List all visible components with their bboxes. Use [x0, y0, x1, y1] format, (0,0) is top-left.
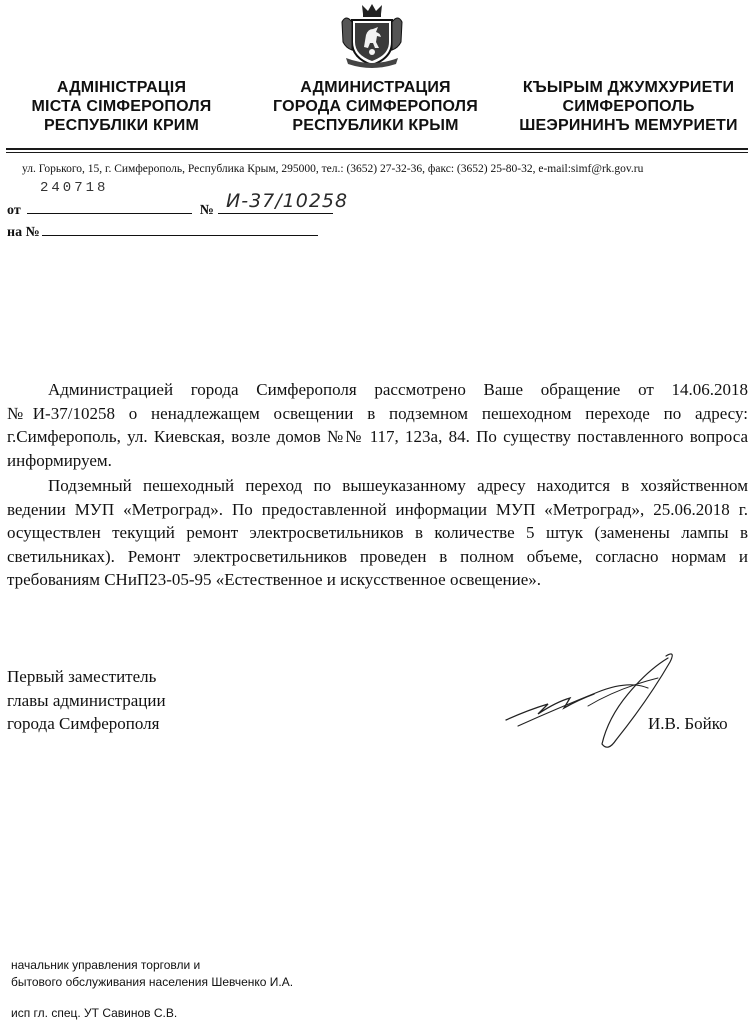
header-divider-thin — [6, 152, 748, 153]
position-line: Первый заместитель — [7, 667, 157, 686]
header-crimean-tatar — [511, 78, 746, 135]
paragraph-text: Подземный пешеходный переход по вышеуказанному адресу находится в хозяйственном ведении МУП «Метроград». По предоставленной информации МУП «Метроград», 25.06.2018 г. осуществлен текущий ремонт электросветильников в количестве 5 штук (заменены лампы в светильниках). Ремонт электросветильников проведен в полном объеме, согласно нормам и требованиям СНиП23-05-95 «Естественное и искусственное освещение». — [7, 476, 748, 590]
header-ru-line: ГОРОДА СИМФЕРОПОЛЯ — [273, 98, 478, 115]
from-label: от — [7, 203, 21, 218]
header-ct-line: КЪЫРЫМ ДЖУМХУРИЕТИ — [522, 79, 735, 96]
number-sign: № — [199, 203, 214, 218]
executor-line: бытового обслуживания населения Шевченко И.А. — [11, 975, 294, 989]
reference-label: на № — [7, 225, 40, 240]
header-ru-line: АДМИНИСТРАЦИЯ — [300, 79, 451, 96]
header-ct-line: ШЕЭРИНИНЪ МЕМУРИЕТИ — [519, 117, 738, 134]
handwritten-outgoing-number: И-37/10258 — [226, 190, 349, 212]
header-divider — [6, 148, 748, 150]
prepared-by: исп гл. спец. УТ Савинов С.В. — [11, 1006, 178, 1020]
header-ukrainian — [4, 78, 239, 135]
header-ct-line: СИМФЕРОПОЛЬ — [562, 98, 695, 115]
date-blank — [27, 201, 192, 214]
signatory-position — [7, 665, 166, 736]
reference-blank — [42, 223, 318, 236]
coat-of-arms-icon — [340, 2, 404, 68]
contact-address: ул. Горького, 15, г. Симферополь, Республика Крым, 295000, тел.: (3652) 27-32-36, факс: (3652) 25-80-32, e-mail:simf@rk.gov.ru — [22, 163, 644, 175]
signatory-name: И.В. Бойко — [648, 714, 728, 733]
body-paragraph — [7, 474, 748, 592]
header-ru-line: РЕСПУБЛИКИ КРЫМ — [292, 117, 459, 134]
executor-info — [11, 957, 293, 991]
body-paragraph — [7, 378, 748, 472]
reference-requisites — [7, 223, 318, 241]
paragraph-text: Администрацией города Симферополя рассмотрено Ваше обращение от 14.06.2018 №И-37/10258 о ненадлежащем освещении в подземном пешеходном переходе по адресу: г.Симферополь, ул. Киевская, возле домов №№ 117, 123а, 84. По существу поставленного вопроса информируем. — [7, 380, 748, 470]
header-ua-line: АДМІНІСТРАЦІЯ — [56, 79, 187, 96]
registration-date-stamp: 240718 — [40, 180, 109, 196]
executor-line: начальник управления торговли и — [11, 958, 201, 972]
handwritten-signature — [498, 648, 688, 758]
position-line: главы администрации — [7, 690, 166, 710]
position-line: города Симферополя — [7, 714, 160, 733]
header-ua-line: РЕСПУБЛІКИ КРИМ — [43, 117, 200, 134]
header-ua-line: МІСТА СІМФЕРОПОЛЯ — [31, 98, 212, 115]
header-russian — [258, 78, 493, 135]
